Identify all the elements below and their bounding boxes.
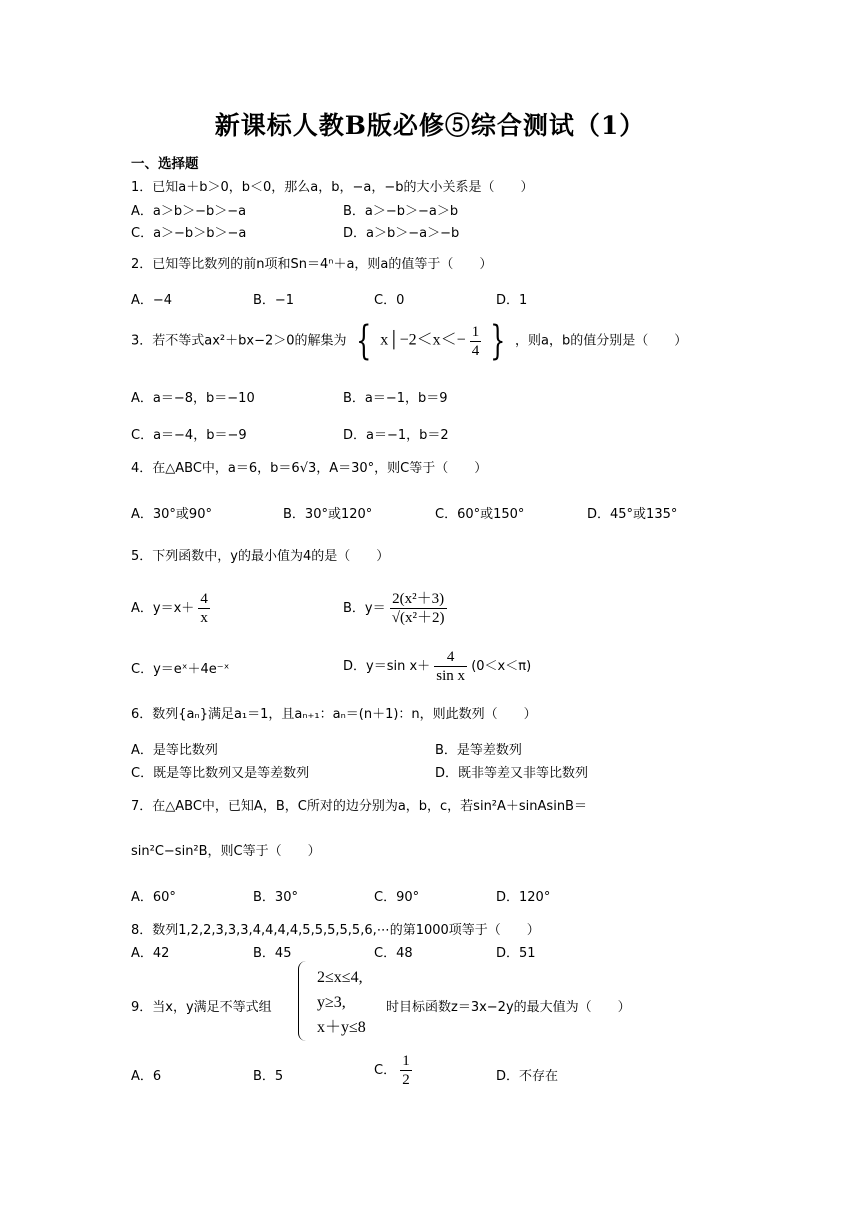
q9-option-b: B．5: [253, 1069, 284, 1084]
left-brace: {: [355, 318, 372, 364]
q9-stem-part1: 9．当x，y满足不等式组: [131, 1000, 272, 1015]
q7-option-a: A．60°: [131, 890, 176, 905]
condition-1: 2≤x≤4,: [317, 969, 363, 986]
q9-c-prefix: C．: [374, 1063, 397, 1078]
q3-frac-den: 4: [471, 342, 480, 359]
q8-stem: 8．数列1,2,2,3,3,3,4,4,4,4,5,5,5,5,5,6,⋯的第1000项等于（ ）: [131, 923, 540, 938]
q1-option-c: C．a＞−b＞b＞−a: [131, 226, 247, 241]
q2-stem: 2．已知等比数列的前n项和Sn＝4ⁿ＋a，则a的值等于（ ）: [131, 257, 493, 272]
q4-option-c: C．60°或150°: [435, 507, 525, 522]
q6-option-a: A．是等比数列: [131, 743, 218, 758]
condition-2: y≥3,: [317, 994, 346, 1011]
q3-stem-part2: ，则a，b的值分别是（ ）: [515, 333, 688, 349]
q3-option-b: B．a＝−1，b＝9: [343, 391, 448, 406]
q5-d-suffix: (0＜x＜π): [471, 659, 532, 674]
q5-b-num: 2(x²＋3): [390, 590, 447, 609]
q9-option-a: A．6: [131, 1069, 162, 1084]
q6-option-b: B．是等差数列: [435, 743, 522, 758]
q9-c-den: 2: [402, 1072, 410, 1088]
q2-option-d: D．1: [496, 293, 528, 308]
q5-d-fraction: [434, 648, 467, 685]
q3-set: x│−2＜x＜−: [380, 331, 466, 349]
q4-option-d: D．45°或135°: [587, 507, 678, 522]
q5-a-den: x: [200, 610, 208, 626]
q7-option-c: C．90°: [374, 890, 420, 905]
q8-option-c: C．48: [374, 946, 413, 961]
q5-b-prefix: B．y＝: [343, 601, 386, 616]
q4-option-b: B．30°或120°: [283, 507, 373, 522]
q3-frac-num: 1: [471, 323, 480, 340]
q1-option-a: A．a＞b＞−b＞−a: [131, 204, 247, 219]
q5-d-den: sin x: [436, 668, 466, 684]
q8-option-d: D．51: [496, 946, 536, 961]
q9-option-d: D．不存在: [496, 1069, 559, 1084]
q8-option-b: B．45: [253, 946, 292, 961]
q1-option-d: D．a＞b＞−a＞−b: [343, 226, 460, 241]
q5-option-c: C．y＝eˣ＋4e⁻ˣ: [131, 662, 230, 677]
right-brace: }: [490, 318, 506, 364]
q6-option-d: D．既非等差又非等比数列: [435, 766, 589, 781]
q3-stem-part1: 3．若不等式ax²＋bx−2＞0的解集为: [131, 333, 347, 349]
q2-option-b: B．−1: [253, 293, 295, 308]
q5-a-fraction: [198, 590, 210, 627]
q3-fraction: [470, 323, 482, 360]
q4-option-a: A．30°或90°: [131, 507, 212, 522]
q5-a-prefix: A．y＝x＋: [131, 601, 195, 616]
q5-b-fraction: [390, 590, 447, 627]
condition-3: x＋y≤8: [317, 1019, 366, 1036]
q5-a-num: 4: [200, 591, 208, 607]
q6-stem: 6．数列{aₙ}满足a₁＝1，且aₙ₊₁：aₙ＝(n＋1)：n，则此数列（ ）: [131, 707, 537, 722]
inequality-system: [307, 965, 366, 1040]
q9-option-c: [374, 1052, 412, 1089]
q5-option-d: [343, 648, 531, 685]
q5-option-a: [131, 590, 210, 627]
q2-option-a: A．−4: [131, 293, 173, 308]
q5-option-b: [343, 590, 447, 627]
q3-option-a: A．a＝−8，b＝−10: [131, 391, 255, 406]
q1-stem: 1．已知a＋b＞0，b＜0，那么a，b，−a，−b的大小关系是（ ）: [131, 180, 534, 195]
section-heading: 一、选择题: [131, 156, 199, 172]
q7-option-b: B．30°: [253, 890, 298, 905]
q6-option-c: C．既是等比数列又是等差数列: [131, 766, 310, 781]
q3-option-d: D．a＝−1，b＝2: [343, 428, 449, 443]
q9-c-num: 1: [402, 1053, 410, 1069]
q5-stem: 5．下列函数中，y的最小值为4的是（ ）: [131, 549, 390, 564]
q9-c-fraction: [400, 1052, 412, 1089]
q7-stem-line1: 7．在△ABC中，已知A，B，C所对的边分别为a，b，c，若sin²A＋sinAsinB＝: [131, 799, 587, 814]
q4-stem: 4．在△ABC中，a＝6，b＝6√3，A＝30°，则C等于（ ）: [131, 461, 488, 476]
page-title: 新课标人教B版必修⑤综合测试（1）: [214, 111, 646, 140]
q8-option-a: A．42: [131, 946, 170, 961]
q5-d-num: 4: [434, 648, 467, 667]
q5-d-prefix: D．y＝sin x＋: [343, 659, 431, 674]
q9-stem-part2: 时目标函数z＝3x−2y的最大值为（ ）: [386, 1000, 631, 1015]
q3-stem: [131, 318, 687, 364]
q7-option-d: D．120°: [496, 890, 551, 905]
q2-option-c: C．0: [374, 293, 405, 308]
q7-stem-line2: sin²C−sin²B，则C等于（ ）: [131, 844, 321, 859]
q1-option-b: B．a＞−b＞−a＞b: [343, 204, 459, 219]
q3-option-c: C．a＝−4，b＝−9: [131, 428, 247, 443]
q5-b-den: √(x²＋2): [391, 610, 445, 626]
